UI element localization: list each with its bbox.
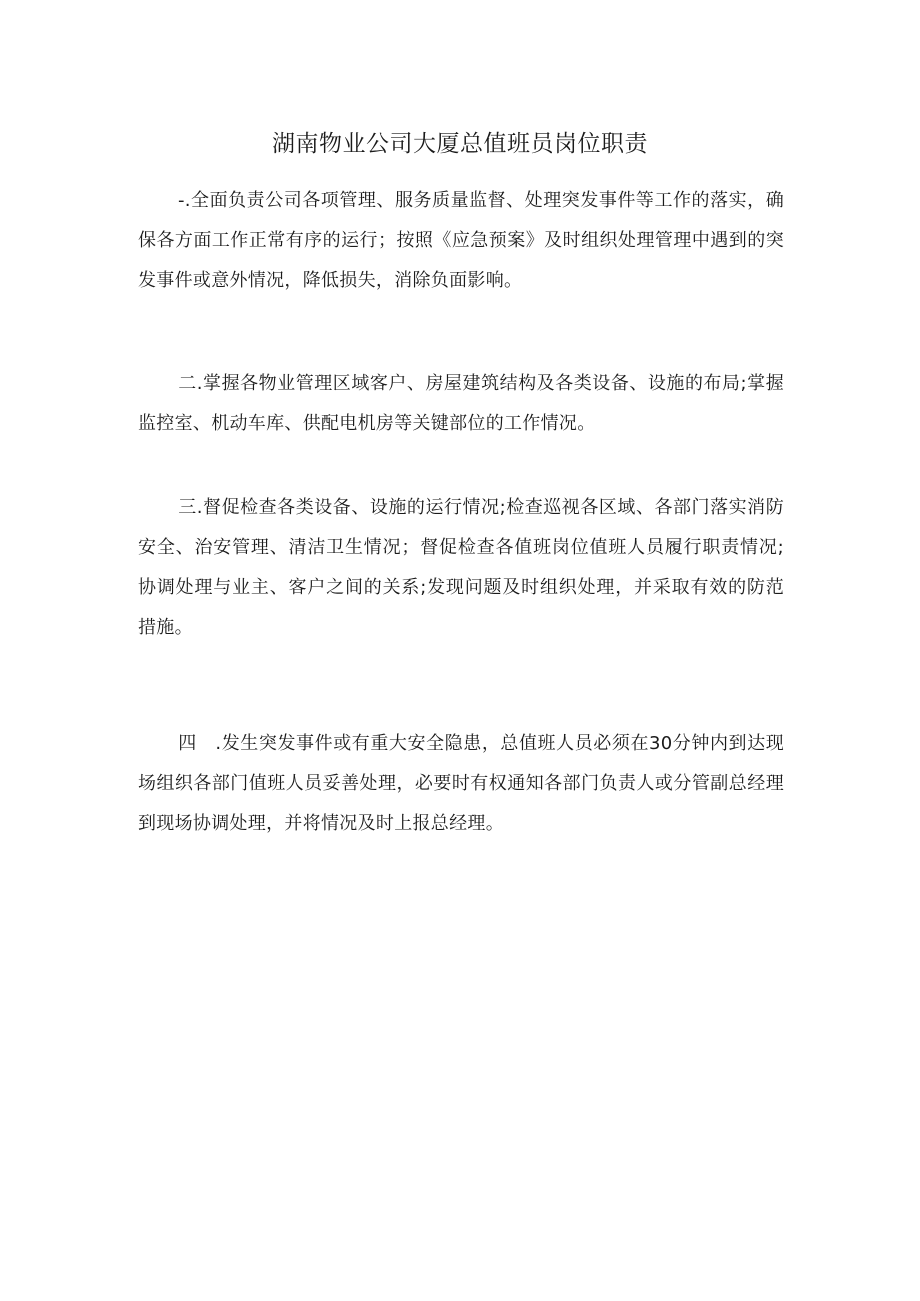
duty-paragraph-4 [138,724,784,844]
duty-paragraph-2 [138,364,784,444]
document-title: 湖南物业公司大厦总值班员岗位职责 [272,131,648,157]
duty-paragraph-1 [138,181,784,301]
duty-paragraph-4-text: 四 .发生突发事件或有重大安全隐患，总值班人员必须在30分钟内到达现场组织各部门值班人员妥善处理，必要时有权通知各部门负责人或分管副总经理到现场协调处理，并将情况及时上报总经理。 [138,733,784,834]
duty-paragraph-1-text: -.全面负责公司各项管理、服务质量监督、处理突发事件等工作的落实，确保各方面工作正常有序的运行；按照《应急预案》及时组织处理管理中遇到的突发事件或意外情况，降低损失，消除负面影响。 [138,190,784,291]
duty-paragraph-3-text: 三.督促检查各类设备、设施的运行情况;检查巡视各区域、各部门落实消防安全、治安管理、清洁卫生情况；督促检查各值班岗位值班人员履行职责情况;协调处理与业主、客户之间的关系;发现问题及时组织处理，并采取有效的防范措施。 [138,497,784,638]
duty-paragraph-2-text: 二.掌握各物业管理区域客户、房屋建筑结构及各类设备、设施的布局;掌握监控室、机动车库、供配电机房等关键部位的工作情况。 [138,373,784,434]
duty-paragraph-3 [138,488,784,648]
